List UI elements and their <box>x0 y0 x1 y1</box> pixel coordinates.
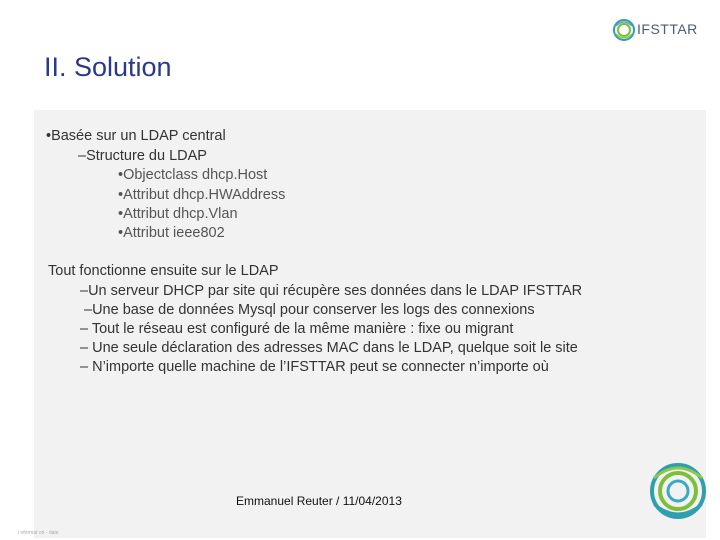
footer-small-text: i nformat ori - date <box>18 530 59 536</box>
bullet-level2-item: •Attribut ieee802 <box>118 225 225 241</box>
author-date: Emmanuel Reuter / 11/04/2013 <box>236 494 402 508</box>
tout-item: – Une seule déclaration des adresses MAC dans le LDAP, quelque soit le site <box>80 340 578 356</box>
logo-text: IFSTTAR <box>637 21 698 37</box>
tout-item: –Un serveur DHCP par site qui récupère ses données dans le LDAP IFSTTAR <box>80 283 583 299</box>
bullet-level1: –Structure du LDAP <box>78 148 207 164</box>
slide-title: II. Solution <box>44 52 172 82</box>
tout-item: – Tout le réseau est configuré de la même manière : fixe ou migrant <box>80 321 514 337</box>
bullet-level2-item: •Objectclass dhcp.Host <box>118 167 268 183</box>
bullet-level2-item: •Attribut dhcp.Vlan <box>118 206 238 222</box>
swirl-logo-icon <box>644 458 712 524</box>
tout-item: – N’importe quelle machine de l’IFSTTAR peut se connecter n’importe où <box>80 359 549 375</box>
bullet-level0: •Basée sur un LDAP central <box>46 128 226 144</box>
tout-heading: Tout fonctionne ensuite sur le LDAP <box>48 263 279 279</box>
tout-item: –Une base de données Mysql pour conserver les logs des connexions <box>84 302 535 318</box>
bullet-level2-item: •Attribut dhcp.HWAddress <box>118 187 286 203</box>
